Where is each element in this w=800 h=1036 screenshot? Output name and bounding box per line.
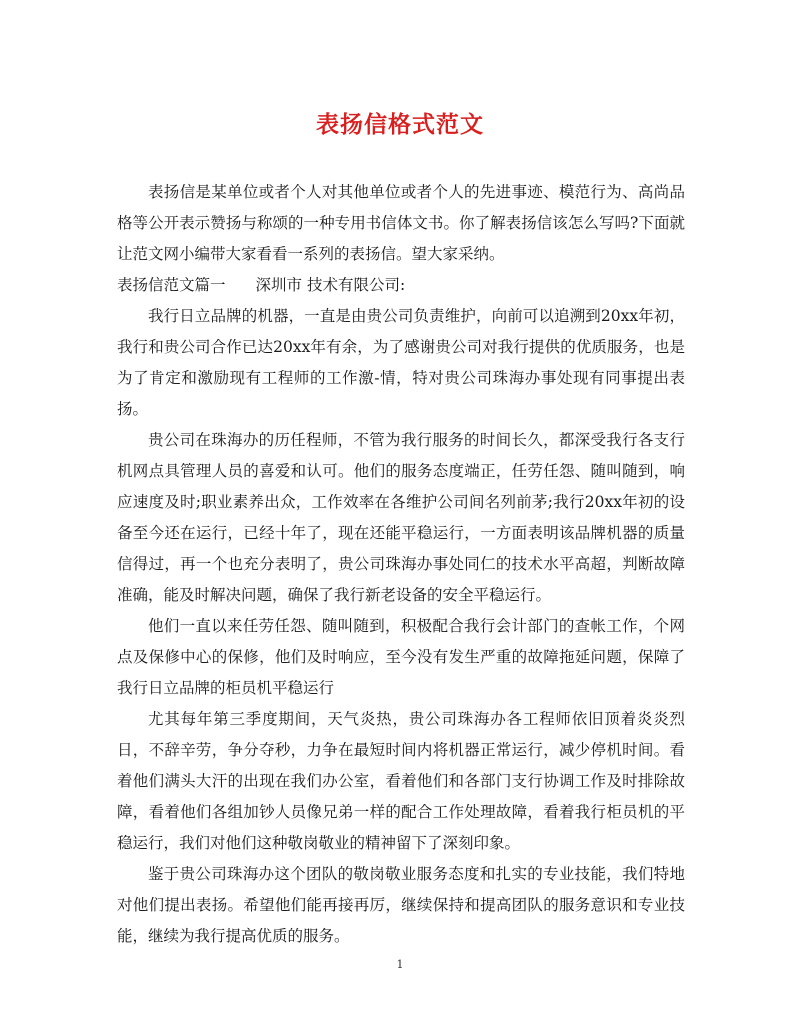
- section-heading-line: [117, 270, 685, 301]
- section-label: 表扬信范文篇一: [117, 276, 226, 294]
- body-paragraph-2: 贵公司在珠海办的历任程师，不管为我行服务的时间长久，都深受我行各支行机网点具管理人员的喜爱和认可。他们的服务态度端正，任劳任怨、随叫随到，响应速度及时;职业素养出众，工作效率在各维护公司间名列前茅;我行20xx年初的设备至今还在运行，已经十年了，现在还能平稳运行，一方面表明该品牌机器的质量信得过，再一个也充分表明了，贵公司珠海办事处同仁的技术水平高超，判断故障准确，能及时解决问题，确保了我行新老设备的安全平稳运行。: [117, 431, 685, 604]
- body-paragraph-4: 尤其每年第三季度期间，天气炎热，贵公司珠海办各工程师依旧顶着炎炎烈日，不辞辛劳，争分夺秒，力争在最短时间内将机器正常运行，减少停机时间。看着他们满头大汗的出现在我们办公室，看着他们和各部门支行协调工作及时排除故障，看着他们各组加钞人员像兄弟一样的配合工作处理故障，看着我行柜员机的平稳运行，我们对他们这种敬岗敬业的精神留下了深刻印象。: [117, 710, 685, 852]
- body-paragraph-3: 他们一直以来任劳任怨、随叫随到，积极配合我行会计部门的查帐工作，个网点及保修中心的保修，他们及时响应，至今没有发生严重的故障拖延问题，保障了我行日立品牌的柜员机平稳运行: [117, 617, 685, 697]
- intro-paragraph: 表扬信是某单位或者个人对其他单位或者个人的先进事迹、模范行为、高尚品格等公开表示赞扬与称颂的一种专用书信体文书。你了解表扬信该怎么写吗?下面就让范文网小编带大家看看一系列的表扬信。望大家采纳。: [117, 183, 685, 263]
- body-paragraph-1: 我行日立品牌的机器，一直是由贵公司负责维护，向前可以追溯到20xx年初，我行和贵公司合作已达20xx年有余，为了感谢贵公司对我行提供的优质服务，也是为了肯定和激励现有工程师的工作激-情，特对贵公司珠海办事处现有同事提出表扬。: [117, 307, 685, 418]
- document-body: [117, 177, 685, 952]
- page-number: 1: [396, 958, 404, 971]
- document-title: 表扬信格式范文: [316, 111, 484, 138]
- recipient-line: 深圳市 技术有限公司:: [255, 276, 406, 294]
- body-paragraph-5: 鉴于贵公司珠海办这个团队的敬岗敬业服务态度和扎实的专业技能，我们特地对他们提出表扬。希望他们能再接再厉，继续保持和提高团队的服务意识和专业技能，继续为我行提高优质的服务。: [117, 865, 685, 945]
